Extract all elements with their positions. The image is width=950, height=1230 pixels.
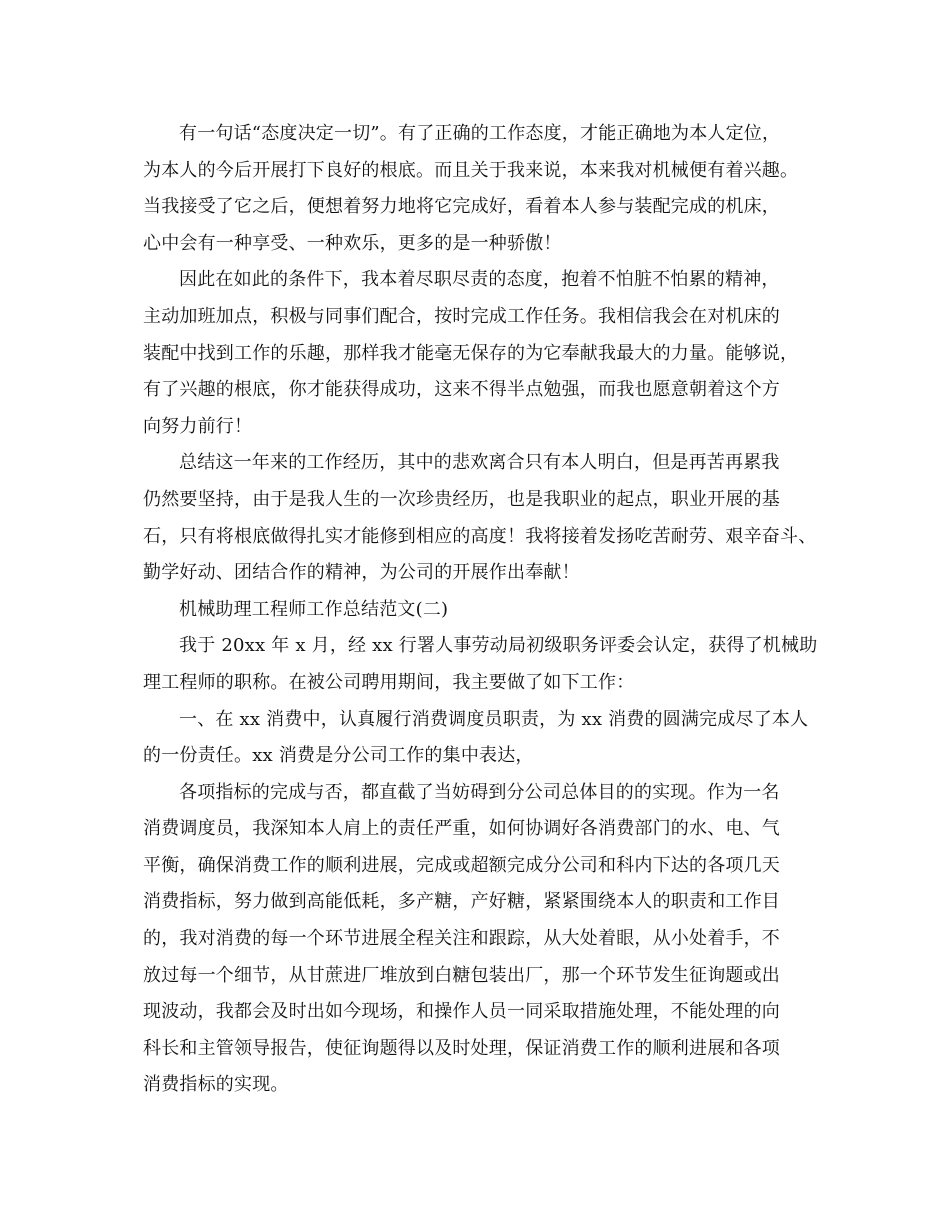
text-line: 装配中找到工作的乐趣，那样我才能毫无保存的为它奉献我最大的力量。能够说， (143, 342, 799, 364)
text-line: 消费指标，努力做到高能低耗，多产糖，产好糖，紧紧围绕本人的职责和工作目 (143, 891, 780, 913)
text-line: 我于 20xx 年 x 月，经 xx 行署人事劳动局初级职务评委会认定，获得了机械助 (179, 635, 818, 657)
text-line: 勤学好动、团结合作的精神，为公司的开展作出奉献！ (143, 562, 580, 584)
text-line: 放过每一个细节，从甘蔗进厂堆放到白糖包装出厂，那一个环节发生征询题或出 (143, 964, 780, 986)
text-line: 为本人的今后开展打下良好的根底。而且关于我来说，本来我对机械便有着兴趣。 (143, 159, 799, 181)
text-line: 当我接受了它之后，便想着努力地将它完成好，看着本人参与装配完成的机床， (143, 196, 780, 218)
text-line: 主动加班加点，积极与同事们配合，按时完成工作任务。我相信我会在对机床的 (143, 305, 780, 327)
text-line: 理工程师的职称。在被公司聘用期间，我主要做了如下工作： (143, 671, 635, 693)
text-line: 的，我对消费的每一个环节进展全程关注和跟踪，从大处着眼，从小处着手，不 (143, 928, 780, 950)
text-line: 一、在 xx 消费中，认真履行消费调度员职责，为 xx 消费的圆满完成尽了本人 (179, 708, 809, 730)
document-body (143, 116, 833, 1104)
text-line: 仍然要坚持，由于是我人生的一次珍贵经历，也是我职业的起点，职业开展的基 (143, 488, 780, 510)
text-line: 现波动，我都会及时出如今现场，和操作人员一同采取措施处理，不能处理的向 (143, 1001, 780, 1023)
text-line: 消费指标的实现。 (143, 1074, 289, 1096)
text-line: 平衡，确保消费工作的顺利进展，完成或超额完成分公司和科内下达的各项几天 (143, 854, 780, 876)
text-line: 机械助理工程师工作总结范文(二) (179, 598, 449, 620)
text-line: 各项指标的完成与否，都直截了当妨碍到分公司总体目的的实现。作为一名 (179, 781, 780, 803)
text-line: 石，只有将根底做得扎实才能修到相应的高度！我将接着发扬吃苦耐劳、艰辛奋斗、 (143, 525, 817, 547)
text-line: 因此在如此的条件下，我本着尽职尽责的态度，抱着不怕脏不怕累的精神， (179, 269, 780, 291)
text-line: 科长和主管领导报告，使征询题得以及时处理，保证消费工作的顺利进展和各项 (143, 1037, 780, 1059)
text-line: 有一句话“态度决定一切”。有了正确的工作态度，才能正确地为本人定位， (179, 123, 781, 144)
text-line: 向努力前行！ (143, 415, 253, 437)
text-line: 消费调度员，我深知本人肩上的责任严重，如何协调好各消费部门的水、电、气 (143, 818, 780, 840)
text-line: 有了兴趣的根底，你才能获得成功，这来不得半点勉强，而我也愿意朝着这个方 (143, 379, 780, 401)
text-line: 总结这一年来的工作经历，其中的悲欢离合只有本人明白，但是再苦再累我 (179, 452, 780, 474)
text-line: 的一份责任。xx 消费是分公司工作的集中表达， (143, 745, 534, 767)
text-line: 心中会有一种享受、一种欢乐，更多的是一种骄傲！ (143, 232, 562, 254)
